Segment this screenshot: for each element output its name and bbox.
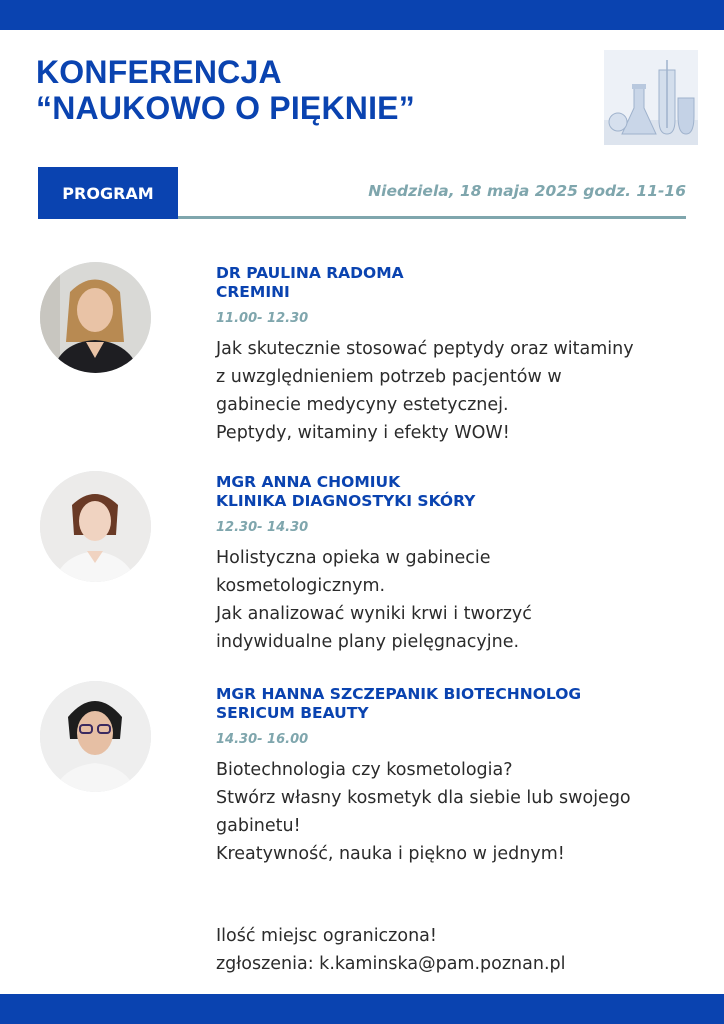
talk-line: Biotechnologia czy kosmetologia? — [216, 760, 513, 780]
speaker-name-line-1: MGR HANNA SZCZEPANIK BIOTECHNOLOG — [216, 685, 582, 703]
talk-line: gabinetu! — [216, 816, 301, 836]
speaker-photo — [40, 262, 151, 373]
talk-description — [216, 544, 696, 656]
speaker-name-line-2: SERICUM BEAUTY — [216, 704, 369, 722]
title-line-2: “NAUKOWO O PIĘKNIE” — [36, 90, 415, 126]
registration-note — [216, 922, 565, 978]
speaker-block — [216, 473, 696, 656]
program-divider — [178, 216, 686, 219]
talk-line: indywidualne plany pielęgnacyjne. — [216, 632, 520, 652]
talk-line: Peptydy, witaminy i efekty WOW! — [216, 423, 510, 443]
session-time: 12.30- 14.30 — [216, 520, 309, 535]
registration-contact: zgłoszenia: k.kaminska@pam.poznan.pl — [216, 954, 566, 974]
limited-seats-text: Ilość miejsc ograniczona! — [216, 926, 437, 946]
speaker-block — [216, 264, 696, 447]
speaker-name-line-1: DR PAULINA RADOMA — [216, 264, 404, 282]
speaker-name — [216, 264, 696, 302]
speaker-block — [216, 685, 696, 868]
talk-line: Kreatywność, nauka i piękno w jednym! — [216, 844, 565, 864]
talk-line: gabinecie medycyny estetycznej. — [216, 395, 509, 415]
page-title — [36, 54, 556, 126]
talk-line: z uwzględnieniem potrzeb pacjentów w — [216, 367, 562, 387]
top-banner-bar — [0, 0, 724, 30]
event-date: Niedziela, 18 maja 2025 godz. 11-16 — [368, 182, 686, 200]
speaker-portrait — [40, 681, 151, 792]
lab-glassware-illustration — [604, 50, 698, 145]
speaker-name — [216, 473, 696, 511]
speaker-photo — [40, 471, 151, 582]
speaker-portrait — [40, 262, 151, 373]
talk-line: Jak skutecznie stosować peptydy oraz witaminy — [216, 339, 634, 359]
session-time: 11.00- 12.30 — [216, 311, 309, 326]
speaker-name-line-1: MGR ANNA CHOMIUK — [216, 473, 401, 491]
talk-description — [216, 335, 696, 447]
speaker-name-line-2: KLINIKA DIAGNOSTYKI SKÓRY — [216, 492, 476, 510]
title-line-1: KONFERENCJA — [36, 54, 282, 90]
speaker-name — [216, 685, 696, 723]
talk-line: Holistyczna opieka w gabinecie — [216, 548, 491, 568]
speaker-name-line-2: CREMINI — [216, 283, 290, 301]
talk-line: kosmetologicznym. — [216, 576, 386, 596]
bottom-banner-bar — [0, 994, 724, 1024]
talk-line: Jak analizować wyniki krwi i tworzyć — [216, 604, 532, 624]
program-badge: PROGRAM — [38, 167, 178, 219]
talk-description — [216, 756, 696, 868]
session-time: 14.30- 16.00 — [216, 732, 309, 747]
lab-glassware-image — [604, 50, 698, 145]
speaker-portrait — [40, 471, 151, 582]
talk-line: Stwórz własny kosmetyk dla siebie lub swojego — [216, 788, 631, 808]
speaker-photo — [40, 681, 151, 792]
